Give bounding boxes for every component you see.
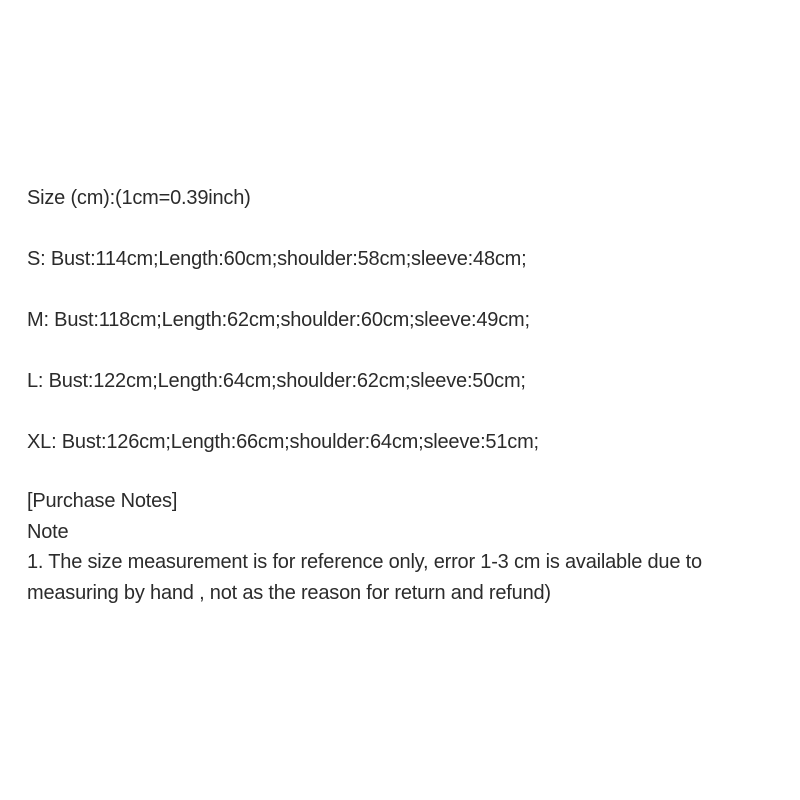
size-row-l: L: Bust:122cm;Length:64cm;shoulder:62cm;sleeve:50cm; — [27, 370, 526, 392]
size-row-xl: XL: Bust:126cm;Length:66cm;shoulder:64cm;sleeve:51cm; — [27, 431, 539, 453]
note-1-line-1: 1. The size measurement is for reference only, error 1-3 cm is available due to — [27, 551, 702, 573]
size-header: Size (cm):(1cm=0.39inch) — [27, 187, 251, 209]
note-1-line-2: measuring by hand , not as the reason for return and refund) — [27, 582, 551, 604]
size-row-s: S: Bust:114cm;Length:60cm;shoulder:58cm;sleeve:48cm; — [27, 248, 527, 270]
purchase-notes-heading: [Purchase Notes] — [27, 490, 178, 512]
note-title: Note — [27, 521, 69, 543]
size-row-m: M: Bust:118cm;Length:62cm;shoulder:60cm;sleeve:49cm; — [27, 309, 530, 331]
